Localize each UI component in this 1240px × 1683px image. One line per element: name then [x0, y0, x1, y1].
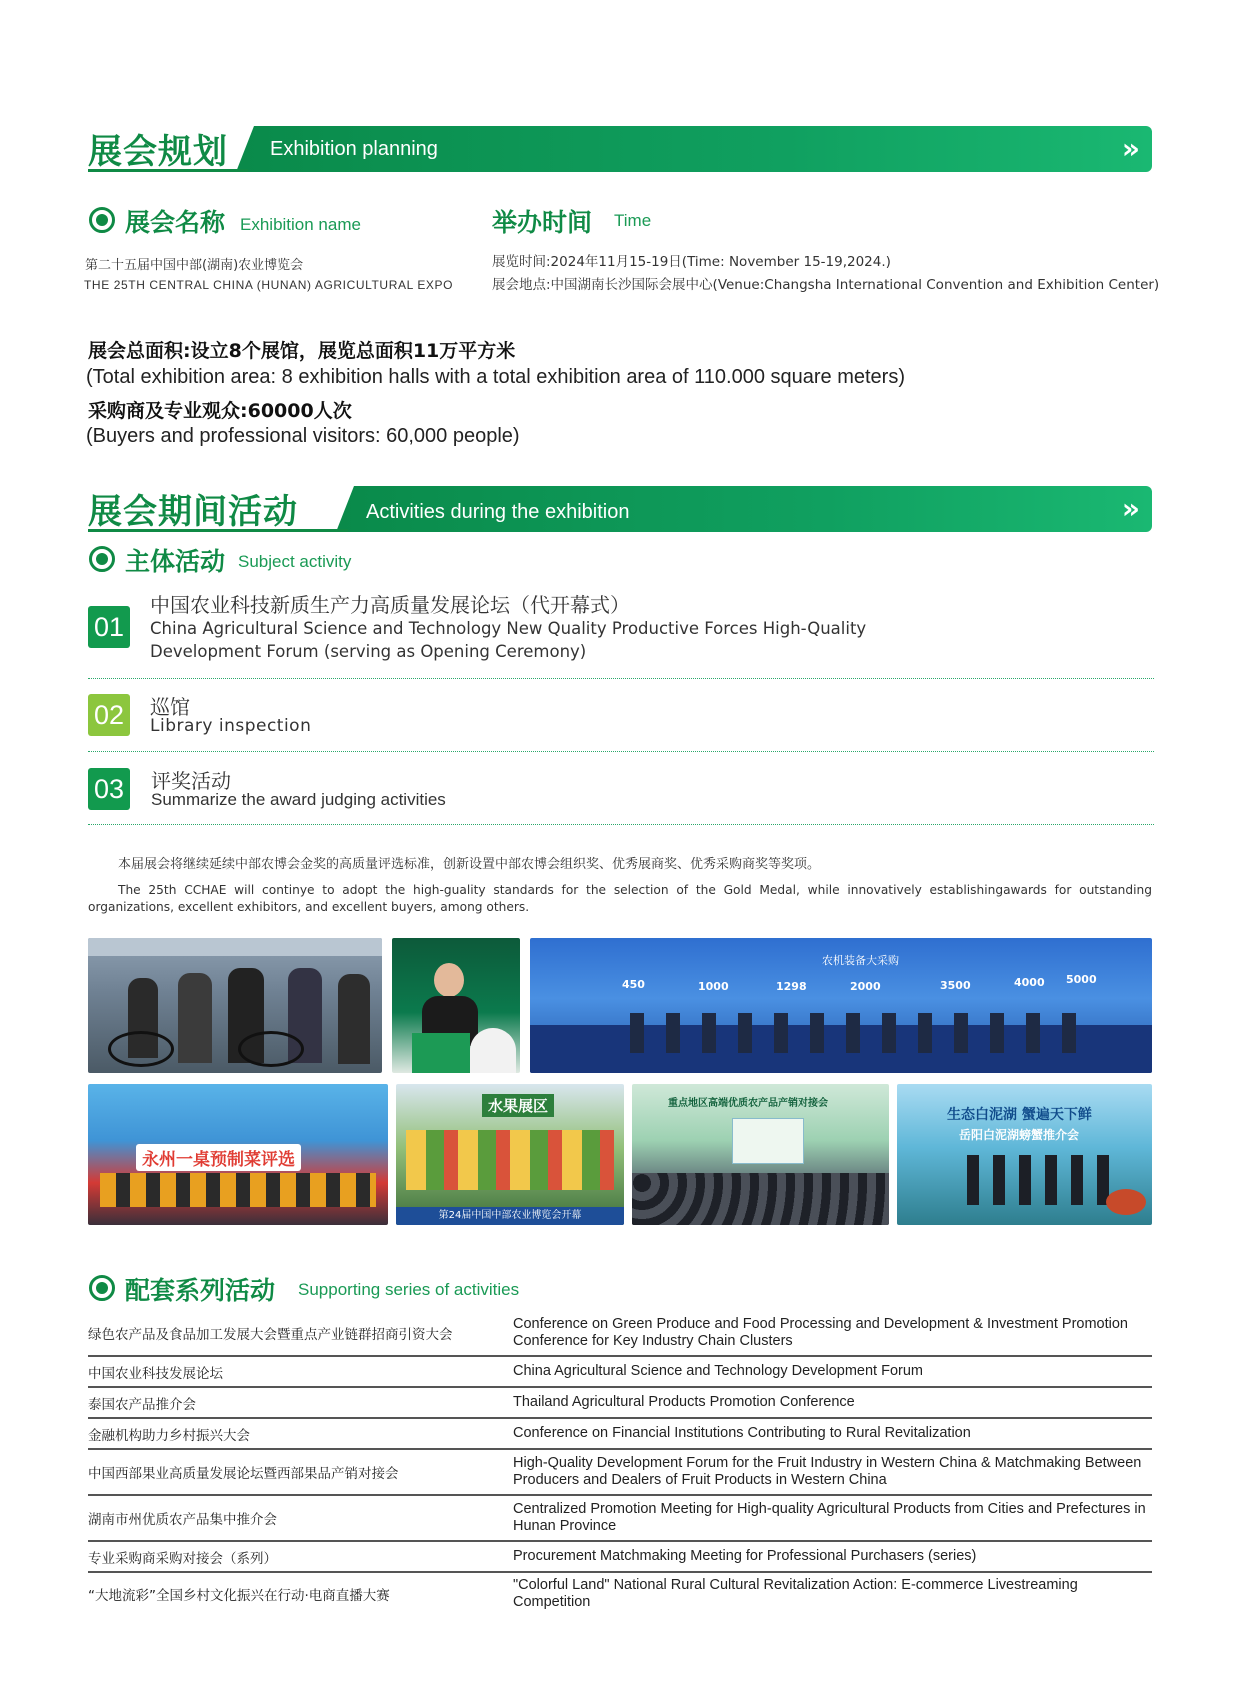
activity-title-en: Library inspection: [150, 716, 312, 736]
activity-cn: 金融机构助力乡村振兴大会: [88, 1418, 513, 1449]
banner-number: 2000: [850, 980, 881, 993]
exhibition-name-label-cn: 展会名称: [125, 208, 226, 237]
activity-title-en: Summarize the award judging activities: [151, 790, 446, 809]
activity-cn: 绿色农产品及食品加工发展大会暨重点产业链群招商引资大会: [88, 1310, 513, 1356]
table-row: [88, 1387, 1152, 1418]
photo-gold-medal-winners: [88, 938, 382, 1073]
photo-fruit-exhibition-area: [396, 1084, 624, 1225]
activity-en: Procurement Matchmaking Meeting for Professional Purchasers (series): [513, 1541, 1152, 1572]
banner-number: 3500: [940, 979, 971, 992]
photo-crab-promotion: [897, 1084, 1152, 1225]
divider: [88, 678, 1154, 679]
table-row: [88, 1495, 1152, 1541]
banner-text: 水果展区: [482, 1094, 554, 1117]
photo-matchmaking-meeting: [632, 1084, 889, 1225]
activity-en: Conference on Green Produce and Food Processing and Development & Investment Promotion Conference for Key Industry Chain Clusters: [513, 1310, 1152, 1356]
bullet-circle-icon: [89, 546, 115, 572]
award-note-cn: 本届展会将继续延续中部农博会金奖的高质量评选标准，创新设置中部农博会组织奖、优秀展商奖、优秀采购商奖等奖项。: [118, 857, 821, 872]
exhibition-name-label-en: Exhibition name: [240, 215, 361, 234]
subject-activity-label-en: Subject activity: [238, 552, 352, 571]
activity-cn: 专业采购商采购对接会（系列）: [88, 1541, 513, 1572]
activity-number-badge: 02: [88, 694, 130, 736]
section-title-en: Activities during the exhibition: [366, 501, 630, 523]
activity-cn: “大地流彩”全国乡村文化振兴在行动·电商直播大赛: [88, 1588, 390, 1604]
activity-title-cn: 中国农业科技新质生产力高质量发展论坛（代开幕式）: [150, 593, 630, 617]
banner-text: 农机装备大采购: [822, 954, 899, 967]
subject-activity-label-cn: 主体活动: [125, 547, 226, 576]
activity-title-en-line2: Development Forum (serving as Opening Ceremony): [150, 642, 587, 661]
activity-number-badge: 01: [88, 606, 130, 648]
photo-agricultural-machinery-purchase: [530, 938, 1152, 1073]
activity-number-badge: 03: [88, 768, 130, 810]
section-banner-exhibition-planning: [88, 126, 1152, 172]
activity-cn: 中国西部果业高质量发展论坛暨西部果品产销对接会: [88, 1449, 513, 1495]
total-area-cn: 展会总面积:设立8个展馆，展览总面积11万平方米: [88, 340, 516, 362]
banner-number: 1298: [776, 980, 807, 993]
activity-en: China Agricultural Science and Technology Development Forum: [513, 1356, 1152, 1387]
table-row: [88, 1310, 1152, 1356]
activity-title-cn: 巡馆: [150, 695, 190, 719]
banner-number: 5000: [1066, 973, 1097, 986]
table-row: [88, 1356, 1152, 1387]
activity-en: Thailand Agricultural Products Promotion Conference: [513, 1387, 1152, 1418]
bullet-circle-icon: [89, 207, 115, 233]
exhibition-dates: 展览时间:2024年11月15-19日(Time: November 15-19,2024.): [492, 254, 891, 270]
activity-en: "Colorful Land" National Rural Cultural Revitalization Action: E-commerce Livestreaming Competition: [513, 1577, 1078, 1610]
activity-cn: 泰国农产品推介会: [88, 1387, 513, 1418]
photo-speaker-podium: [392, 938, 520, 1073]
time-label-cn: 举办时间: [492, 208, 593, 237]
supporting-label-cn: 配套系列活动: [125, 1276, 276, 1305]
activity-en: Conference on Financial Institutions Contributing to Rural Revitalization: [513, 1418, 1152, 1449]
banner-text: 生态白泥湖 蟹遍天下鲜: [947, 1107, 1092, 1123]
double-chevron-right-icon: »: [1121, 132, 1134, 165]
exhibition-venue: 展会地点:中国湖南长沙国际会展中心(Venue:Changsha International Convention and Exhibition Center): [492, 277, 1160, 293]
double-chevron-right-icon: »: [1121, 492, 1134, 525]
photo-yongzhou-prepared-dishes: [88, 1084, 388, 1225]
bullet-circle-icon: [89, 1275, 115, 1301]
section-title-cn: 展会期间活动: [88, 492, 298, 532]
supporting-activities-table: [88, 1310, 1152, 1615]
banner-text: 第24届中国中部农业博览会开幕: [396, 1207, 624, 1225]
buyers-en: (Buyers and professional visitors: 60,000 people): [86, 425, 520, 447]
section-banner-activities: [88, 486, 1152, 532]
table-row: [88, 1418, 1152, 1449]
activity-title-cn: 评奖活动: [151, 769, 231, 793]
buyers-cn: 采购商及专业观众:60000人次: [88, 400, 352, 422]
table-row: [88, 1541, 1152, 1572]
table-row: [88, 1449, 1152, 1495]
banner-text: 重点地区高端优质农产品产销对接会: [668, 1098, 828, 1109]
supporting-label-en: Supporting series of activities: [298, 1280, 520, 1299]
total-area-en: (Total exhibition area: 8 exhibition halls with a total exhibition area of 110.000 square meters): [86, 366, 905, 388]
banner-number: 1000: [698, 980, 729, 993]
activity-cn: 中国农业科技发展论坛: [88, 1356, 513, 1387]
banner-text: 岳阳白泥湖螃蟹推介会: [959, 1128, 1080, 1142]
activity-cn: 湖南市州优质农产品集中推介会: [88, 1495, 513, 1541]
banner-number: 450: [622, 978, 645, 991]
exhibition-name-cn: 第二十五届中国中部(湖南)农业博览会: [85, 258, 304, 273]
banner-number: 4000: [1014, 976, 1045, 989]
banner-text: 永州一桌预制菜评选: [136, 1144, 301, 1171]
time-label-en: Time: [614, 211, 652, 230]
table-row: [88, 1572, 1152, 1615]
divider: [88, 751, 1154, 752]
section-title-en: Exhibition planning: [270, 138, 438, 160]
activity-en: High-Quality Development Forum for the Fruit Industry in Western China & Matchmaking Between Producers and Dealers of Fruit Products in Western China: [513, 1449, 1152, 1495]
activity-title-en: China Agricultural Science and Technology New Quality Productive Forces High-Quality: [150, 619, 867, 638]
section-title-cn: 展会规划: [88, 132, 228, 172]
exhibition-name-en: THE 25TH CENTRAL CHINA (HUNAN) AGRICULTURAL EXPO: [84, 278, 454, 292]
divider: [88, 824, 1154, 825]
activity-en: Centralized Promotion Meeting for High-quality Agricultural Products from Cities and Prefectures in Hunan Province: [513, 1495, 1152, 1541]
award-note-en: The 25th CCHAE will continye to adopt the high-guality standards for the selection of the Gold Medal, while innovatively establishingawards for outstanding organizations, excellent exhibitors, and excellent buyers, among others.: [88, 883, 1152, 914]
